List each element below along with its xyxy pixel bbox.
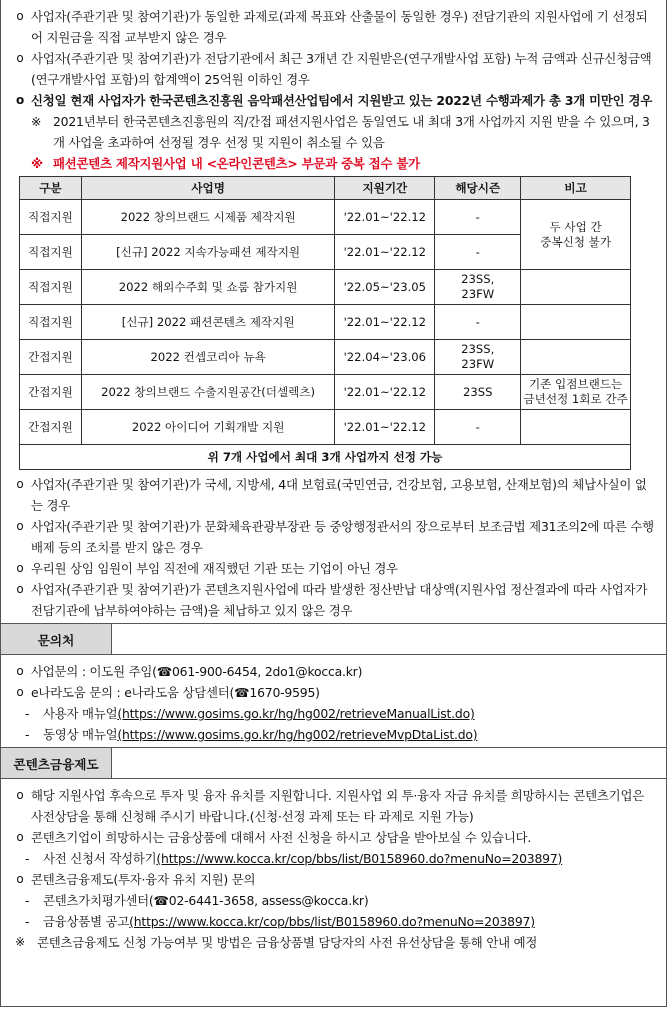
finance-note: ※ 콘텐츠금융제도 신청 가능여부 및 방법은 금융상품별 담당자의 사전 유선상담을 통해 안내 예정 [15, 935, 538, 950]
finance-item: o 콘텐츠금융제도(투자·융자 유치 지원) 문의 [16, 872, 256, 887]
criteria-item: o 사업자(주관기관 및 참여기관)가 동일한 과제로(과제 목표와 산출물이 동일한 경우) 전담기관의 지원사업에 기 선정되어 지원금을 직접 교부받지 않은 경우 [16, 9, 648, 45]
center-contact-item: - 콘텐츠가치평가센터(☎02-6441-3658, assess@kocca.kr) [25, 893, 369, 908]
table-footer-row: 위 7개 사업에서 최대 3개 사업까지 선정 가능 [20, 445, 631, 470]
criteria-item: o 사업자(주관기관 및 참여기관)가 국세, 지방세, 4대 보험료(국민연금, 건강보험, 고용보험, 산재보험)의 체납사실이 없는 경우 [16, 477, 647, 513]
contact-item: o 사업문의 : 이도원 주임(☎061-900-6454, 2do1@kocca.kr) [16, 664, 363, 679]
finance-section [1, 779, 666, 955]
finance-item: o 콘텐츠기업이 희망하시는 금융상품에 대해서 사전 신청을 하시고 상담을 받아보실 수 있습니다. [16, 830, 532, 845]
note-item: ※ 2021년부터 한국콘텐츠진흥원의 직/간접 패션지원사업은 동일연도 내 최대 3개 사업까지 지원 받을 수 있으며, 3개 사업을 초과하여 선정될 경우 선정 및 지원이 취소될 수 있음 [31, 114, 650, 150]
table-row: 간접지원 2022 컨셉코리아 뉴욕 '22.04~'23.06 23SS, 23FW [20, 340, 631, 375]
finance-header: 콘텐츠금융제도 [1, 747, 666, 779]
apply-link-item: - 사전 신청서 작성하기(https://www.kocca.kr/cop/bbs/list/B0158960.do?menuNo=203897) [25, 851, 563, 866]
criteria-item: o 우리원 상임 임원이 부임 직전에 재직했던 기관 또는 기업이 아닌 경우 [16, 561, 398, 576]
table-row: 간접지원 2022 창의브랜드 수출지원공간(더셀렉츠) '22.01~'22.12 23SS 기존 입점브랜드는 금년선정 1회로 간주 [20, 375, 631, 410]
manual-link-item: - 사용자 매뉴얼(https://www.gosims.go.kr/hg/hg002/retrieveManualList.do) [25, 706, 475, 721]
contact-item: o e나라도움 문의 : e나라도움 상담센터(☎1670-9595) [16, 685, 320, 700]
contact-section [1, 655, 666, 747]
criteria-item: o 사업자(주관기관 및 참여기관)가 콘텐츠지원사업에 따라 발생한 정산반납 대상액(지원사업 정산결과에 따라 사업자가 전담기관에 납부하여야하는 금액)을 체납하고 있지 않은 경우 [16, 582, 648, 618]
note-warning: ※ 패션콘텐츠 제작지원사업 내 <온라인콘텐츠> 부문과 중복 접수 불가 [31, 156, 420, 171]
criteria-item: o 사업자(주관기관 및 참여기관)가 문화체육관광부장관 등 중앙행정관서의 장으로부터 보조금법 제31조의2에 따른 수행배제 등의 조치를 받지 않은 경우 [16, 519, 654, 555]
program-table [19, 176, 631, 470]
contact-header: 문의처 [1, 623, 666, 655]
notice-link[interactable]: (https://www.kocca.kr/cop/bbs/list/B0158960.do?menuNo=203897) [129, 914, 535, 929]
table-header-row: 구분 사업명 지원기간 해당시즌 비고 [20, 177, 631, 200]
table-row: 간접지원 2022 아이디어 기획개발 지원 '22.01~'22.12 - [20, 410, 631, 445]
eligibility-section [1, 0, 666, 623]
table-row: 직접지원 2022 창의브랜드 시제품 제작지원 '22.01~'22.12 - 두 사업 간 중복신청 불가 [20, 200, 631, 235]
video-link-item: - 동영상 매뉴얼(https://www.gosims.go.kr/hg/hg002/retrieveMvpDtaList.do) [25, 727, 478, 742]
video-manual-link[interactable]: (https://www.gosims.go.kr/hg/hg002/retrieveMvpDtaList.do) [117, 727, 478, 742]
apply-link[interactable]: (https://www.kocca.kr/cop/bbs/list/B0158960.do?menuNo=203897) [156, 851, 563, 866]
table-row: 직접지원 [신규] 2022 패션콘텐츠 제작지원 '22.01~'22.12 - [20, 305, 631, 340]
table-row: 직접지원 2022 해외수주회 및 쇼룸 참가지원 '22.05~'23.05 23SS, 23FW [20, 270, 631, 305]
manual-link[interactable]: (https://www.gosims.go.kr/hg/hg002/retrieveManualList.do) [117, 706, 475, 721]
finance-item: o 해당 지원사업 후속으로 투자 및 융자 유치를 지원합니다. 지원사업 외 투·융자 자금 유치를 희망하시는 콘텐츠기업은 사전상담을 통해 신청해 주시기 바랍니다.(신청·선정 과제 또는 타 과제로 지원 가능) [16, 788, 644, 824]
criteria-item-bold: o 신청일 현재 사업자가 한국콘텐츠진흥원 음악패션산업팀에서 지원받고 있는 2022년 수행과제가 총 3개 미만인 경우 [15, 93, 653, 108]
criteria-item: o 사업자(주관기관 및 참여기관)가 전담기관에서 최근 3개년 간 지원받은(연구개발사업 포함) 누적 금액과 신규신청금액(연구개발사업 포함)의 합계액이 25억원 이하인 경우 [16, 51, 652, 87]
notice-link-item: - 금융상품별 공고(https://www.kocca.kr/cop/bbs/list/B0158960.do?menuNo=203897) [25, 914, 535, 929]
table-row: 직접지원 [신규] 2022 지속가능패션 제작지원 '22.01~'22.12 - [20, 235, 631, 270]
